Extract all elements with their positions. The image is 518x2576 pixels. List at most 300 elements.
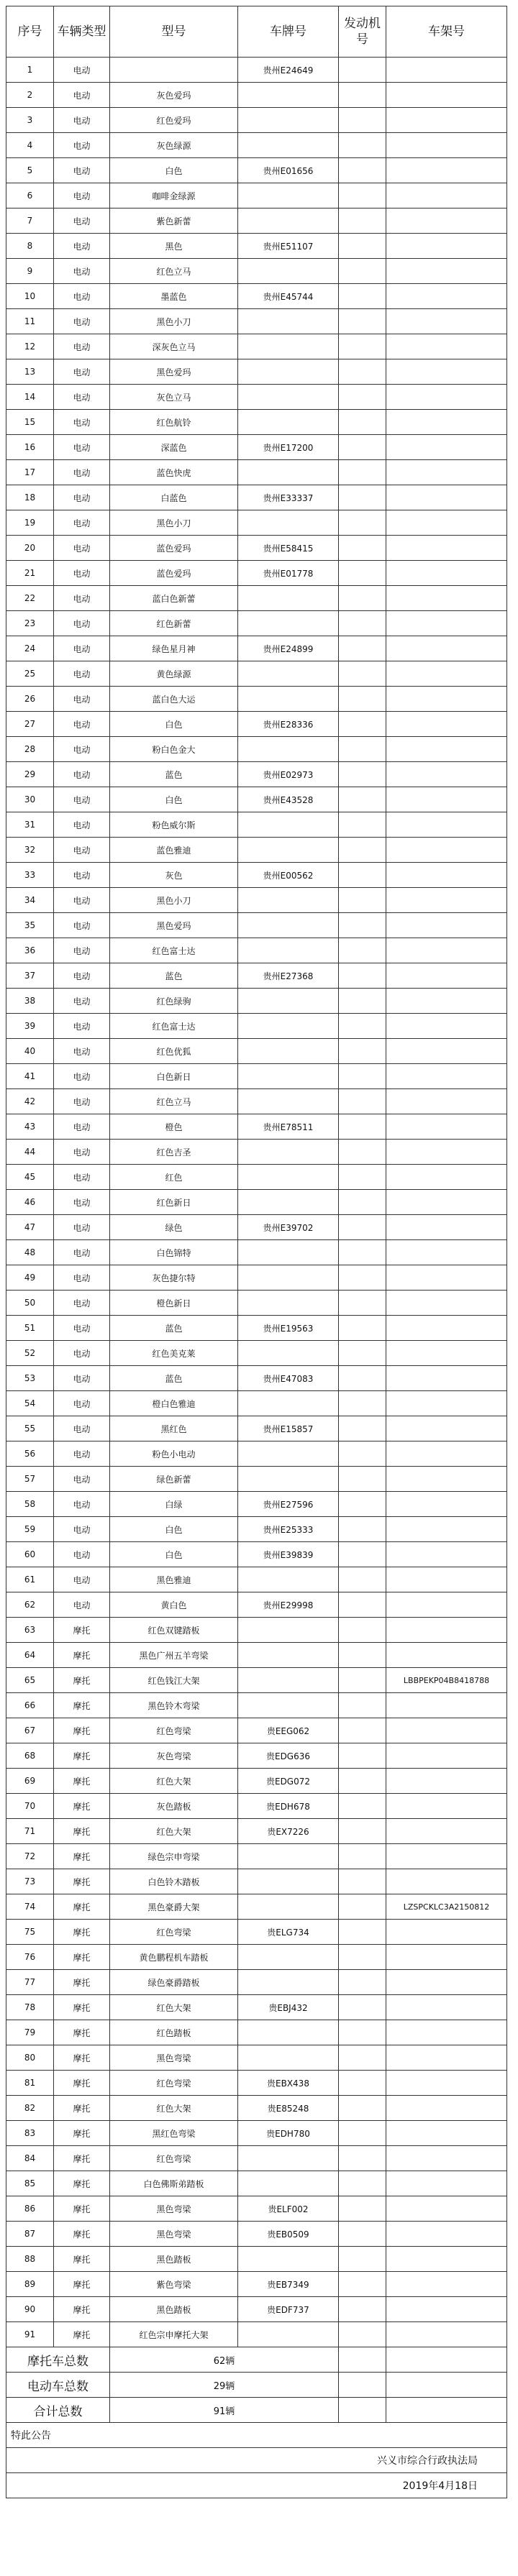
engine-number-cell — [339, 863, 386, 888]
vehicle-model-cell: 红色双键踏板 — [110, 1618, 238, 1643]
plate-number-cell — [238, 661, 339, 687]
table-row — [6, 2272, 507, 2297]
row-number-cell: 82 — [6, 2096, 54, 2121]
vehicle-model-cell: 红色优狐 — [110, 1039, 238, 1064]
row-number-cell: 61 — [6, 1567, 54, 1592]
summary-empty-cell — [339, 2373, 386, 2398]
vehicle-model-cell: 紫色新蕾 — [110, 208, 238, 234]
footer-date-row — [6, 2473, 507, 2498]
row-number-cell: 91 — [6, 2322, 54, 2347]
vehicle-type-cell: 摩托 — [54, 1693, 110, 1718]
vehicle-model-cell: 红色新蕾 — [110, 611, 238, 636]
engine-number-cell — [339, 1542, 386, 1567]
plate-number-cell: 贵ELF002 — [238, 2196, 339, 2222]
frame-number-cell — [386, 1014, 507, 1039]
plate-number-cell: 贵EB7349 — [238, 2272, 339, 2297]
engine-number-cell — [339, 1391, 386, 1416]
engine-number-cell — [339, 410, 386, 435]
plate-number-cell: 贵州E24649 — [238, 58, 339, 83]
frame-number-cell — [386, 1844, 507, 1869]
plate-number-cell: 贵EDF737 — [238, 2297, 339, 2322]
vehicle-type-cell: 电动 — [54, 1014, 110, 1039]
vehicle-model-cell: 粉色威尔斯 — [110, 812, 238, 838]
vehicle-model-cell: 黑红色 — [110, 1416, 238, 1441]
plate-number-cell: 贵E85248 — [238, 2096, 339, 2121]
table-row — [6, 1215, 507, 1240]
plate-number-cell — [238, 183, 339, 208]
row-number-cell: 11 — [6, 309, 54, 334]
frame-number-cell — [386, 1643, 507, 1668]
vehicle-type-cell: 摩托 — [54, 1618, 110, 1643]
plate-number-cell: 贵州E27596 — [238, 1492, 339, 1517]
vehicle-model-cell: 黄白色 — [110, 1592, 238, 1618]
engine-number-cell — [339, 385, 386, 410]
table-row — [6, 611, 507, 636]
table-row — [6, 83, 507, 108]
row-number-cell: 32 — [6, 838, 54, 863]
frame-number-cell — [386, 334, 507, 359]
row-number-cell: 50 — [6, 1291, 54, 1316]
engine-number-cell — [339, 58, 386, 83]
engine-number-cell — [339, 1366, 386, 1391]
table-row — [6, 762, 507, 787]
table-header-row — [6, 6, 507, 58]
vehicle-model-cell: 白色 — [110, 787, 238, 812]
frame-number-cell — [386, 1416, 507, 1441]
table-row — [6, 636, 507, 661]
engine-number-cell — [339, 1190, 386, 1215]
vehicle-type-cell: 电动 — [54, 208, 110, 234]
engine-number-cell — [339, 183, 386, 208]
engine-number-cell — [339, 133, 386, 158]
frame-number-cell — [386, 762, 507, 787]
engine-number-cell — [339, 787, 386, 812]
plate-number-cell — [238, 208, 339, 234]
vehicle-type-cell: 摩托 — [54, 2096, 110, 2121]
frame-number-cell — [386, 2045, 507, 2071]
vehicle-model-cell: 白色 — [110, 158, 238, 183]
engine-number-cell — [339, 712, 386, 737]
table-row — [6, 1114, 507, 1140]
frame-number-cell — [386, 712, 507, 737]
row-number-cell: 57 — [6, 1467, 54, 1492]
table-row — [6, 536, 507, 561]
table-row — [6, 963, 507, 989]
row-number-cell: 70 — [6, 1794, 54, 1819]
table-row — [6, 208, 507, 234]
plate-number-cell — [238, 1970, 339, 1995]
row-number-cell: 45 — [6, 1165, 54, 1190]
plate-number-cell — [238, 259, 339, 284]
engine-number-cell — [339, 435, 386, 460]
vehicle-model-cell: 白色新日 — [110, 1064, 238, 1089]
vehicle-type-cell: 电动 — [54, 1240, 110, 1265]
frame-number-cell — [386, 1693, 507, 1718]
vehicle-model-cell: 紫色弯梁 — [110, 2272, 238, 2297]
engine-number-cell — [339, 913, 386, 938]
engine-number-cell — [339, 838, 386, 863]
vehicle-type-cell: 摩托 — [54, 2146, 110, 2171]
vehicle-type-cell: 摩托 — [54, 1769, 110, 1794]
row-number-cell: 83 — [6, 2121, 54, 2146]
engine-number-cell — [339, 1718, 386, 1743]
frame-number-cell — [386, 1089, 507, 1114]
vehicle-model-cell: 红色踏板 — [110, 2020, 238, 2045]
row-number-cell: 85 — [6, 2171, 54, 2196]
engine-number-cell — [339, 359, 386, 385]
vehicle-type-cell: 摩托 — [54, 1920, 110, 1945]
engine-number-cell — [339, 661, 386, 687]
vehicle-type-cell: 电动 — [54, 485, 110, 510]
row-number-cell: 78 — [6, 1995, 54, 2020]
plate-number-cell — [238, 1341, 339, 1366]
vehicle-model-cell: 深灰色立马 — [110, 334, 238, 359]
plate-number-cell: 贵州E43528 — [238, 787, 339, 812]
row-number-cell: 67 — [6, 1718, 54, 1743]
table-row — [6, 259, 507, 284]
engine-number-cell — [339, 2272, 386, 2297]
vehicle-model-cell: 黑色小刀 — [110, 309, 238, 334]
frame-number-cell — [386, 183, 507, 208]
table-row — [6, 2071, 507, 2096]
row-number-cell: 66 — [6, 1693, 54, 1718]
vehicle-model-cell: 黑色踏板 — [110, 2297, 238, 2322]
frame-number-cell — [386, 913, 507, 938]
table-row — [6, 183, 507, 208]
vehicle-model-cell: 蓝白色新蕾 — [110, 586, 238, 611]
engine-number-cell — [339, 208, 386, 234]
vehicle-model-cell: 红色新日 — [110, 1190, 238, 1215]
table-row — [6, 1341, 507, 1366]
row-number-cell: 76 — [6, 1945, 54, 1970]
vehicle-type-cell: 电动 — [54, 1190, 110, 1215]
header-cell-engine: 发动机号 — [339, 6, 386, 58]
vehicle-model-cell: 红色吉圣 — [110, 1140, 238, 1165]
row-number-cell: 18 — [6, 485, 54, 510]
vehicle-type-cell: 电动 — [54, 1165, 110, 1190]
vehicle-model-cell: 红色航铃 — [110, 410, 238, 435]
row-number-cell: 22 — [6, 586, 54, 611]
frame-number-cell — [386, 2146, 507, 2171]
table-row — [6, 309, 507, 334]
frame-number-cell — [386, 133, 507, 158]
engine-number-cell — [339, 1416, 386, 1441]
vehicle-model-cell: 黑色弯梁 — [110, 2045, 238, 2071]
vehicle-model-cell: 红色宗申摩托大架 — [110, 2322, 238, 2347]
engine-number-cell — [339, 1643, 386, 1668]
row-number-cell: 17 — [6, 460, 54, 485]
plate-number-cell: 贵州E33337 — [238, 485, 339, 510]
frame-number-cell — [386, 410, 507, 435]
table-row — [6, 1794, 507, 1819]
row-number-cell: 84 — [6, 2146, 54, 2171]
date-text: 2019年4月18日 — [6, 2473, 507, 2498]
vehicle-model-cell: 绿色宗申弯梁 — [110, 1844, 238, 1869]
frame-number-cell — [386, 1945, 507, 1970]
engine-number-cell — [339, 812, 386, 838]
plate-number-cell — [238, 410, 339, 435]
frame-number-cell — [386, 586, 507, 611]
row-number-cell: 16 — [6, 435, 54, 460]
table-row — [6, 561, 507, 586]
engine-number-cell — [339, 636, 386, 661]
row-number-cell: 71 — [6, 1819, 54, 1844]
frame-number-cell — [386, 787, 507, 812]
vehicle-model-cell: 红色 — [110, 1165, 238, 1190]
plate-number-cell — [238, 1643, 339, 1668]
frame-number-cell — [386, 108, 507, 133]
row-number-cell: 46 — [6, 1190, 54, 1215]
vehicle-model-cell: 黑色弯梁 — [110, 2222, 238, 2247]
frame-number-cell — [386, 636, 507, 661]
engine-number-cell — [339, 1567, 386, 1592]
frame-number-cell — [386, 385, 507, 410]
row-number-cell: 44 — [6, 1140, 54, 1165]
summary-value: 91辆 — [110, 2398, 339, 2423]
vehicle-type-cell: 摩托 — [54, 2297, 110, 2322]
frame-number-cell — [386, 611, 507, 636]
plate-number-cell: 贵州E27368 — [238, 963, 339, 989]
issuer-text: 兴义市综合行政执法局 — [6, 2448, 507, 2473]
row-number-cell: 69 — [6, 1769, 54, 1794]
footer-section — [6, 2423, 507, 2498]
row-number-cell: 15 — [6, 410, 54, 435]
frame-number-cell — [386, 1920, 507, 1945]
row-number-cell: 75 — [6, 1920, 54, 1945]
vehicle-type-cell: 电动 — [54, 1291, 110, 1316]
summary-label: 电动车总数 — [6, 2373, 110, 2398]
vehicle-type-cell: 摩托 — [54, 2196, 110, 2222]
vehicle-model-cell: 红色大架 — [110, 1769, 238, 1794]
plate-number-cell: 贵州E45744 — [238, 284, 339, 309]
table-row — [6, 1693, 507, 1718]
vehicle-type-cell: 电动 — [54, 737, 110, 762]
plate-number-cell: 贵州E15857 — [238, 1416, 339, 1441]
plate-number-cell — [238, 1064, 339, 1089]
frame-number-cell — [386, 1366, 507, 1391]
vehicle-model-cell: 黄色鹏程机车踏板 — [110, 1945, 238, 1970]
row-number-cell: 28 — [6, 737, 54, 762]
plate-number-cell — [238, 2322, 339, 2347]
frame-number-cell — [386, 158, 507, 183]
table-row — [6, 1894, 507, 1920]
engine-number-cell — [339, 1769, 386, 1794]
vehicle-model-cell: 白色 — [110, 1542, 238, 1567]
engine-number-cell — [339, 989, 386, 1014]
frame-number-cell — [386, 234, 507, 259]
engine-number-cell — [339, 1894, 386, 1920]
engine-number-cell — [339, 938, 386, 963]
row-number-cell: 13 — [6, 359, 54, 385]
frame-number-cell — [386, 1567, 507, 1592]
vehicle-type-cell: 电动 — [54, 158, 110, 183]
plate-number-cell: 贵EDH678 — [238, 1794, 339, 1819]
table-row — [6, 938, 507, 963]
engine-number-cell — [339, 2222, 386, 2247]
frame-number-cell — [386, 309, 507, 334]
table-row — [6, 1517, 507, 1542]
plate-number-cell — [238, 1291, 339, 1316]
table-row — [6, 133, 507, 158]
vehicle-model-cell: 黑色铃木弯梁 — [110, 1693, 238, 1718]
vehicle-model-cell: 粉色小电动 — [110, 1441, 238, 1467]
frame-number-cell — [386, 259, 507, 284]
frame-number-cell — [386, 1542, 507, 1567]
frame-number-cell — [386, 1391, 507, 1416]
row-number-cell: 23 — [6, 611, 54, 636]
table-row — [6, 1492, 507, 1517]
summary-row — [6, 2373, 507, 2398]
frame-number-cell — [386, 989, 507, 1014]
row-number-cell: 6 — [6, 183, 54, 208]
table-row — [6, 485, 507, 510]
frame-number-cell — [386, 1190, 507, 1215]
row-number-cell: 47 — [6, 1215, 54, 1240]
plate-number-cell: 贵EEG062 — [238, 1718, 339, 1743]
frame-number-cell — [386, 1039, 507, 1064]
frame-number-cell — [386, 1064, 507, 1089]
frame-number-cell — [386, 1492, 507, 1517]
engine-number-cell — [339, 259, 386, 284]
notice-text: 特此公告 — [6, 2423, 507, 2448]
plate-number-cell — [238, 2045, 339, 2071]
vehicle-type-cell: 摩托 — [54, 2222, 110, 2247]
row-number-cell: 80 — [6, 2045, 54, 2071]
engine-number-cell — [339, 1114, 386, 1140]
vehicle-model-cell: 橙色 — [110, 1114, 238, 1140]
plate-number-cell — [238, 2020, 339, 2045]
table-row — [6, 2322, 507, 2347]
plate-number-cell — [238, 1567, 339, 1592]
vehicle-type-cell: 电动 — [54, 1567, 110, 1592]
row-number-cell: 21 — [6, 561, 54, 586]
vehicle-model-cell — [110, 58, 238, 83]
vehicle-notice-sheet — [6, 6, 507, 2498]
vehicle-model-cell: 灰色绿源 — [110, 133, 238, 158]
table-row — [6, 1441, 507, 1467]
plate-number-cell — [238, 385, 339, 410]
frame-number-cell — [386, 1140, 507, 1165]
plate-number-cell: 贵州E51107 — [238, 234, 339, 259]
plate-number-cell: 贵州E24899 — [238, 636, 339, 661]
plate-number-cell: 贵EBX438 — [238, 2071, 339, 2096]
plate-number-cell — [238, 888, 339, 913]
engine-number-cell — [339, 2045, 386, 2071]
table-row — [6, 1140, 507, 1165]
plate-number-cell — [238, 2171, 339, 2196]
frame-number-cell — [386, 1743, 507, 1769]
vehicle-model-cell: 蓝色 — [110, 963, 238, 989]
table-body — [6, 58, 507, 2347]
plate-number-cell: 贵州E02973 — [238, 762, 339, 787]
frame-number-cell — [386, 1819, 507, 1844]
row-number-cell: 58 — [6, 1492, 54, 1517]
frame-number-cell — [386, 888, 507, 913]
table-row — [6, 1265, 507, 1291]
vehicle-type-cell: 电动 — [54, 1089, 110, 1114]
table-row — [6, 687, 507, 712]
header-cell-plate: 车牌号 — [238, 6, 339, 58]
row-number-cell: 40 — [6, 1039, 54, 1064]
vehicle-type-cell: 电动 — [54, 586, 110, 611]
engine-number-cell — [339, 1165, 386, 1190]
frame-number-cell — [386, 2297, 507, 2322]
frame-number-cell — [386, 1517, 507, 1542]
vehicle-type-cell: 摩托 — [54, 1643, 110, 1668]
vehicle-model-cell: 绿色豪爵踏板 — [110, 1970, 238, 1995]
vehicle-model-cell: 白蓝色 — [110, 485, 238, 510]
vehicle-type-cell: 摩托 — [54, 2020, 110, 2045]
plate-number-cell — [238, 938, 339, 963]
frame-number-cell — [386, 838, 507, 863]
frame-number-cell — [386, 2272, 507, 2297]
plate-number-cell — [238, 1089, 339, 1114]
engine-number-cell — [339, 762, 386, 787]
engine-number-cell — [339, 460, 386, 485]
frame-number-cell — [386, 1441, 507, 1467]
table-row — [6, 1391, 507, 1416]
table-row — [6, 435, 507, 460]
engine-number-cell — [339, 561, 386, 586]
table-row — [6, 510, 507, 536]
summary-empty-cell — [386, 2398, 507, 2423]
frame-number-cell — [386, 1794, 507, 1819]
row-number-cell: 29 — [6, 762, 54, 787]
frame-number-cell — [386, 58, 507, 83]
table-row — [6, 661, 507, 687]
summary-value: 62辆 — [110, 2347, 339, 2373]
frame-number-cell — [386, 938, 507, 963]
vehicle-type-cell: 电动 — [54, 1391, 110, 1416]
table-row — [6, 1668, 507, 1693]
frame-number-cell — [386, 1769, 507, 1794]
table-row — [6, 1769, 507, 1794]
vehicle-model-cell: 红色弯梁 — [110, 1920, 238, 1945]
plate-number-cell: 贵州E29998 — [238, 1592, 339, 1618]
vehicle-model-cell: 黄色绿源 — [110, 661, 238, 687]
frame-number-cell — [386, 1265, 507, 1291]
vehicle-type-cell: 电动 — [54, 234, 110, 259]
table-row — [6, 2171, 507, 2196]
vehicle-model-cell: 黑红色弯梁 — [110, 2121, 238, 2146]
footer-notice-row — [6, 2423, 507, 2448]
frame-number-cell — [386, 83, 507, 108]
vehicle-model-cell: 黑色爱玛 — [110, 913, 238, 938]
frame-number-cell — [386, 2322, 507, 2347]
row-number-cell: 39 — [6, 1014, 54, 1039]
table-row — [6, 586, 507, 611]
vehicle-model-cell: 红色立马 — [110, 259, 238, 284]
plate-number-cell — [238, 1844, 339, 1869]
vehicle-type-cell: 摩托 — [54, 2322, 110, 2347]
engine-number-cell — [339, 485, 386, 510]
frame-number-cell — [386, 1467, 507, 1492]
table-row — [6, 1542, 507, 1567]
plate-number-cell — [238, 586, 339, 611]
vehicle-model-cell: 蓝色 — [110, 762, 238, 787]
vehicle-model-cell: 绿色 — [110, 1215, 238, 1240]
vehicle-model-cell: 红色弯梁 — [110, 2071, 238, 2096]
plate-number-cell — [238, 510, 339, 536]
engine-number-cell — [339, 1970, 386, 1995]
row-number-cell: 86 — [6, 2196, 54, 2222]
table-row — [6, 158, 507, 183]
engine-number-cell — [339, 2297, 386, 2322]
plate-number-cell: 贵EDG636 — [238, 1743, 339, 1769]
vehicle-model-cell: 黑色雅迪 — [110, 1567, 238, 1592]
vehicle-model-cell: 黑色小刀 — [110, 510, 238, 536]
vehicle-type-cell: 电动 — [54, 460, 110, 485]
